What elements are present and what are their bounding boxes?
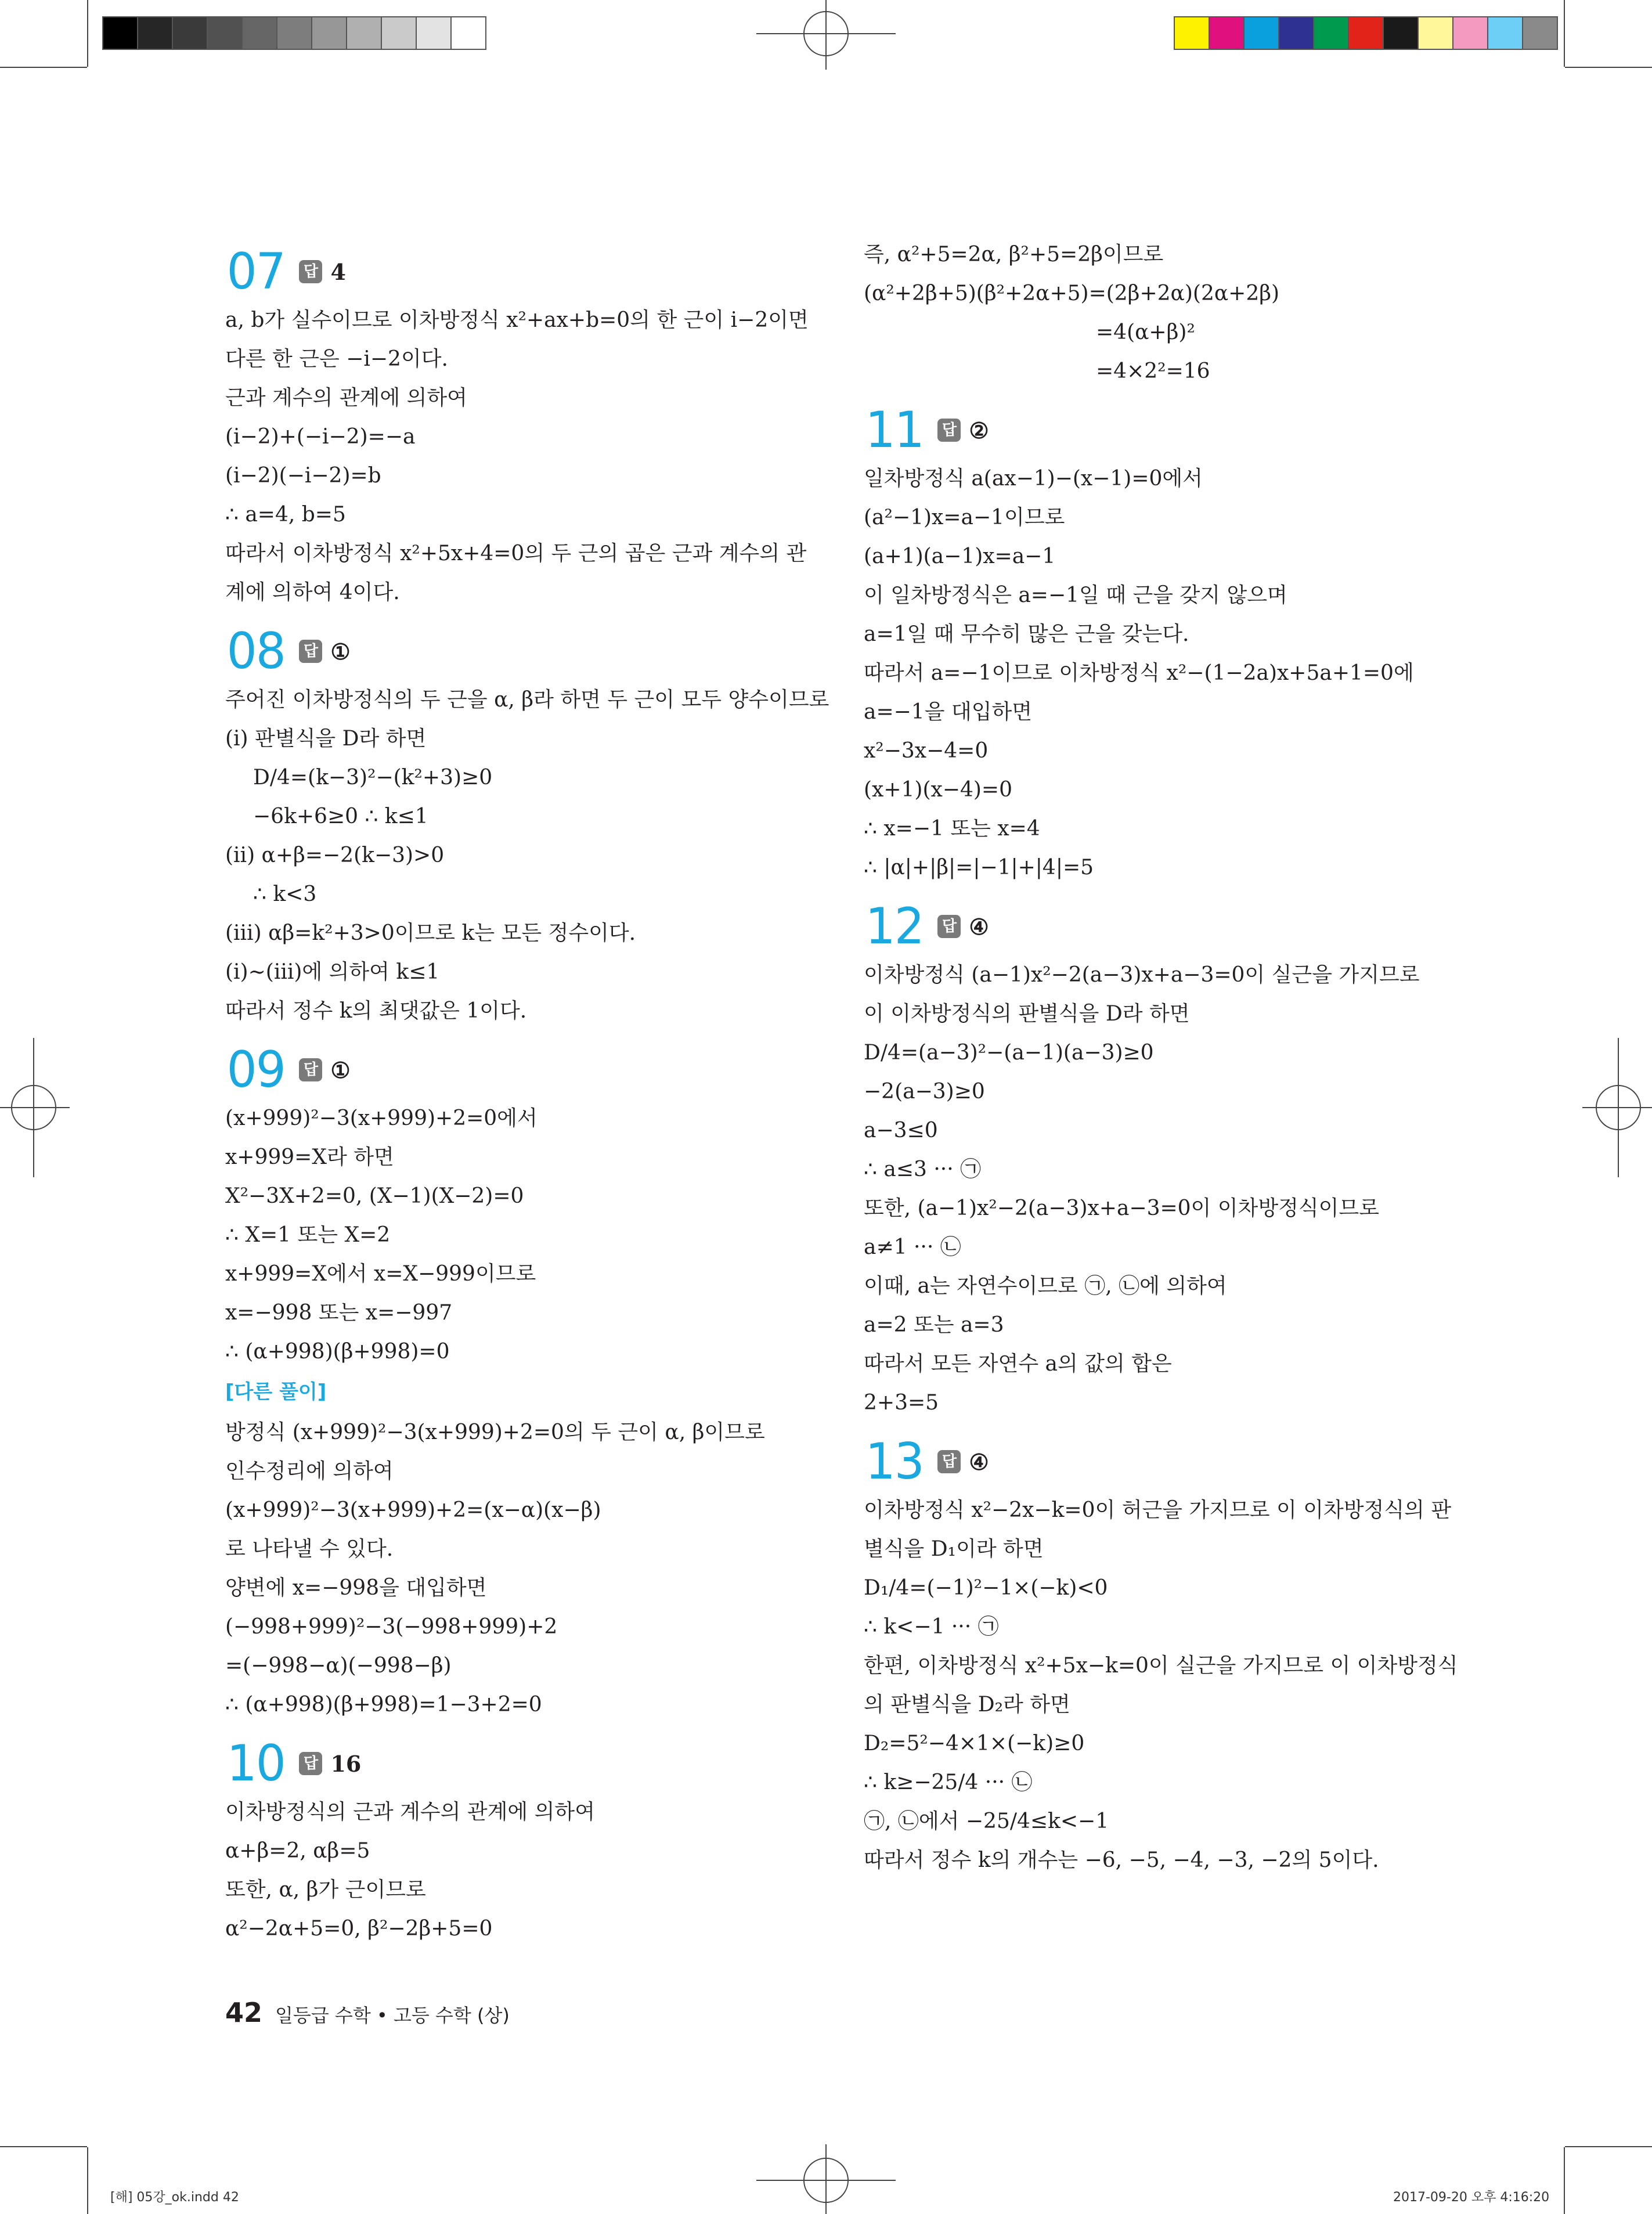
solution-line: −6k+6≥0 ∴ k≤1 bbox=[253, 805, 428, 828]
solution-line: 다른 한 근은 −i−2이다. bbox=[225, 347, 448, 371]
solution-line: 이차방정식 x²−2x−k=0이 허근을 가지므로 이 이차방정식의 판 bbox=[864, 1498, 1452, 1522]
solution-line: 양변에 x=−998을 대입하면 bbox=[225, 1576, 487, 1600]
solution-line: (a²−1)x=a−1이므로 bbox=[864, 506, 1065, 529]
solution-line: (x+999)²−3(x+999)+2=(x−α)(x−β) bbox=[225, 1498, 601, 1522]
color-swatch bbox=[241, 16, 277, 50]
solution-line: 로 나타낼 수 있다. bbox=[225, 1537, 394, 1561]
solution-line: 이차방정식의 근과 계수의 관계에 의하여 bbox=[225, 1800, 595, 1824]
left-column bbox=[225, 232, 829, 1948]
solution-line: 인수정리에 의하여 bbox=[225, 1459, 394, 1483]
solution-line: D₁/4=(−1)²−1×(−k)<0 bbox=[864, 1576, 1108, 1600]
solution-line: α+β=2, αβ=5 bbox=[225, 1839, 370, 1863]
solution-line: (ⅱ) α+β=−2(k−3)>0 bbox=[225, 843, 445, 867]
solution-line: 따라서 이차방정식 x²+5x+4=0의 두 근의 곱은 근과 계수의 관 bbox=[225, 542, 807, 565]
crop-mark bbox=[87, 2147, 88, 2214]
answer-badge: 답 bbox=[937, 915, 961, 938]
solution-line: 따라서 모든 자연수 a의 값의 합은 bbox=[864, 1352, 1172, 1376]
page-number: 42 bbox=[225, 1997, 263, 2028]
solution-line: 일차방정식 a(ax−1)−(x−1)=0에서 bbox=[864, 467, 1203, 491]
answer-badge: 답 bbox=[937, 1450, 961, 1473]
answer-badge: 답 bbox=[299, 1752, 322, 1775]
color-swatch bbox=[1487, 16, 1523, 50]
solution-line: a≠1 ··· ㉡ bbox=[864, 1235, 961, 1259]
book-title: 일등급 수학 • 고등 수학 (상) bbox=[275, 2004, 510, 2027]
solution-line: 의 판별식을 D₂라 하면 bbox=[864, 1693, 1070, 1717]
solution-line: x+999=X라 하면 bbox=[225, 1145, 394, 1169]
answer-badge: 답 bbox=[937, 419, 961, 442]
solution-line: a=2 또는 a=3 bbox=[864, 1313, 1004, 1337]
solution-line: 주어진 이차방정식의 두 근을 α, β라 하면 두 근이 모두 양수이므로 bbox=[225, 688, 829, 712]
solution-line: ∴ |α|+|β|=|−1|+|4|=5 bbox=[864, 856, 1094, 879]
color-swatch bbox=[276, 16, 312, 50]
solution-line: D₂=5²−4×1×(−k)≥0 bbox=[864, 1732, 1085, 1755]
solution-line: 따라서 정수 k의 개수는 −6, −5, −4, −3, −2의 5이다. bbox=[864, 1848, 1379, 1872]
crop-mark bbox=[1565, 67, 1652, 68]
solution-line: ㉠, ㉡에서 −25/4≤k<−1 bbox=[864, 1809, 1109, 1833]
solution-line: (a+1)(a−1)x=a−1 bbox=[864, 545, 1056, 568]
solution-line: 근과 계수의 관계에 의하여 bbox=[225, 386, 467, 410]
problem-number: 12 bbox=[865, 897, 924, 955]
solution-line: ∴ a≤3 ··· ㉠ bbox=[864, 1158, 982, 1181]
crop-mark bbox=[1565, 2146, 1652, 2147]
color-swatch bbox=[450, 16, 486, 50]
solution-line: ∴ k≥−25/4 ··· ㉡ bbox=[864, 1771, 1033, 1794]
solution-line: 즉, α²+5=2α, β²+5=2β이므로 bbox=[864, 243, 1164, 266]
solution-line: ∴ (α+998)(β+998)=1−3+2=0 bbox=[225, 1693, 542, 1717]
problem-header bbox=[225, 1735, 794, 1793]
answer-value: 16 bbox=[330, 1750, 362, 1777]
problem-header bbox=[864, 1433, 1433, 1491]
color-swatch bbox=[1278, 16, 1314, 50]
solution-line: 계에 의하여 4이다. bbox=[225, 580, 400, 604]
solution-line: =(−998−α)(−998−β) bbox=[225, 1654, 452, 1678]
color-swatch bbox=[1383, 16, 1419, 50]
color-swatch bbox=[172, 16, 208, 50]
alternate-solution-label: [다른 풀이] bbox=[225, 1380, 327, 1404]
solution-line: (ⅲ) αβ=k²+3>0이므로 k는 모든 정수이다. bbox=[225, 921, 636, 945]
color-swatch bbox=[1417, 16, 1453, 50]
solution-line: 이 이차방정식의 판별식을 D라 하면 bbox=[864, 1002, 1190, 1026]
answer-value: ① bbox=[330, 1056, 351, 1083]
color-swatch bbox=[137, 16, 173, 50]
color-swatch bbox=[416, 16, 452, 50]
solution-line: D/4=(k−3)²−(k²+3)≥0 bbox=[253, 766, 493, 789]
crop-mark bbox=[1564, 0, 1565, 67]
solution-line: 또한, α, β가 근이므로 bbox=[225, 1878, 426, 1902]
registration-mark bbox=[0, 1038, 70, 1177]
problem-header bbox=[864, 401, 1433, 459]
solution-line: ∴ k<3 bbox=[253, 882, 317, 906]
registration-mark bbox=[756, 2144, 896, 2214]
solution-line: a−3≤0 bbox=[864, 1119, 938, 1142]
solution-line: X²−3X+2=0, (X−1)(X−2)=0 bbox=[225, 1184, 524, 1208]
slug-datetime: 2017-09-20 오후 4:16:20 bbox=[1393, 2190, 1550, 2205]
solution-line: (x+1)(x−4)=0 bbox=[864, 778, 1012, 802]
answer-value: 4 bbox=[330, 258, 346, 285]
problem-header bbox=[864, 897, 1433, 955]
solution-line: α²−2α+5=0, β²−2β+5=0 bbox=[225, 1917, 493, 1941]
answer-value: ④ bbox=[969, 1448, 989, 1475]
problem-header bbox=[225, 622, 794, 680]
solution-line: ∴ k<−1 ··· ㉠ bbox=[864, 1615, 999, 1639]
color-swatch bbox=[1209, 16, 1245, 50]
color-swatch bbox=[207, 16, 243, 50]
solution-line: 방정식 (x+999)²−3(x+999)+2=0의 두 근이 α, β이므로 bbox=[225, 1420, 765, 1444]
solution-line: 2+3=5 bbox=[864, 1391, 939, 1415]
color-swatch bbox=[1348, 16, 1384, 50]
color-swatch bbox=[1313, 16, 1349, 50]
problem-number: 08 bbox=[226, 622, 285, 680]
solution-line: ∴ X=1 또는 X=2 bbox=[225, 1223, 391, 1247]
problem-header bbox=[225, 1041, 794, 1099]
answer-badge: 답 bbox=[299, 260, 322, 283]
registration-mark bbox=[1582, 1038, 1652, 1177]
solution-line: a=−1을 대입하면 bbox=[864, 700, 1033, 724]
color-swatch bbox=[1174, 16, 1210, 50]
solution-line: (ⅰ) 판별식을 D라 하면 bbox=[225, 727, 427, 751]
answer-value: ④ bbox=[969, 913, 989, 940]
color-swatch bbox=[1452, 16, 1488, 50]
page-footer bbox=[225, 1997, 510, 2028]
answer-badge: 답 bbox=[299, 640, 322, 663]
solution-line: 이차방정식 (a−1)x²−2(a−3)x+a−3=0이 실근을 가지므로 bbox=[864, 963, 1420, 987]
slug-filename: [해] 05강_ok.indd 42 bbox=[110, 2190, 239, 2205]
solution-line: 또한, (a−1)x²−2(a−3)x+a−3=0이 이차방정식이므로 bbox=[864, 1196, 1379, 1220]
answer-value: ① bbox=[330, 638, 351, 665]
color-swatch bbox=[1522, 16, 1558, 50]
color-swatch bbox=[1243, 16, 1279, 50]
solution-line: (i−2)(−i−2)=b bbox=[225, 464, 381, 488]
color-swatch bbox=[102, 16, 138, 50]
solution-line: 별식을 D₁이라 하면 bbox=[864, 1537, 1044, 1561]
solution-line: −2(a−3)≥0 bbox=[864, 1080, 985, 1104]
registration-mark bbox=[756, 0, 896, 70]
solution-line: =4(α+β)² bbox=[1096, 320, 1195, 344]
crop-mark bbox=[0, 2146, 87, 2147]
solution-line: 따라서 정수 k의 최댓값은 1이다. bbox=[225, 999, 527, 1023]
solution-line: ∴ (α+998)(β+998)=0 bbox=[225, 1340, 450, 1364]
solution-line: (α²+2β+5)(β²+2α+5)=(2β+2α)(2α+2β) bbox=[864, 282, 1280, 305]
color-calibration-bar-gray bbox=[102, 16, 485, 50]
solution-line: x+999=X에서 x=X−999이므로 bbox=[225, 1262, 536, 1286]
problem-number: 07 bbox=[226, 243, 285, 301]
solution-line: (i−2)+(−i−2)=−a bbox=[225, 425, 416, 449]
problem-number: 11 bbox=[865, 401, 924, 459]
solution-line: a, b가 실수이므로 이차방정식 x²+ax+b=0의 한 근이 i−2이면 bbox=[225, 308, 809, 332]
solution-line: =4×2²=16 bbox=[1096, 359, 1210, 383]
solution-line: (ⅰ)~(ⅲ)에 의하여 k≤1 bbox=[225, 960, 440, 984]
solution-line: 이때, a는 자연수이므로 ㉠, ㉡에 의하여 bbox=[864, 1274, 1227, 1298]
solution-line: x²−3x−4=0 bbox=[864, 739, 989, 763]
answer-value: ② bbox=[969, 417, 989, 443]
solution-line: x=−998 또는 x=−997 bbox=[225, 1301, 453, 1325]
problem-header bbox=[225, 243, 794, 301]
solution-line: D/4=(a−3)²−(a−1)(a−3)≥0 bbox=[864, 1041, 1154, 1065]
solution-line: 이 일차방정식은 a=−1일 때 근을 갖지 않으며 bbox=[864, 583, 1287, 607]
solution-line: a=1일 때 무수히 많은 근을 갖는다. bbox=[864, 622, 1189, 646]
problem-number: 09 bbox=[226, 1041, 285, 1099]
color-swatch bbox=[311, 16, 347, 50]
solution-line: 한편, 이차방정식 x²+5x−k=0이 실근을 가지므로 이 이차방정식 bbox=[864, 1654, 1458, 1678]
crop-mark bbox=[0, 67, 87, 68]
problem-number: 10 bbox=[226, 1735, 285, 1793]
solution-line: (x+999)²−3(x+999)+2=0에서 bbox=[225, 1106, 538, 1130]
crop-mark bbox=[1564, 2147, 1565, 2214]
answer-badge: 답 bbox=[299, 1058, 322, 1081]
right-column bbox=[864, 235, 1458, 1880]
problem-number: 13 bbox=[865, 1433, 924, 1491]
solution-line: ∴ a=4, b=5 bbox=[225, 503, 346, 527]
color-swatch bbox=[346, 16, 382, 50]
crop-mark bbox=[87, 0, 88, 67]
color-calibration-bar-cmyk bbox=[1174, 16, 1557, 50]
solution-line: 따라서 a=−1이므로 이차방정식 x²−(1−2a)x+5a+1=0에 bbox=[864, 661, 1414, 685]
solution-line: (−998+999)²−3(−998+999)+2 bbox=[225, 1615, 558, 1639]
solution-line: ∴ x=−1 또는 x=4 bbox=[864, 817, 1040, 841]
color-swatch bbox=[381, 16, 417, 50]
